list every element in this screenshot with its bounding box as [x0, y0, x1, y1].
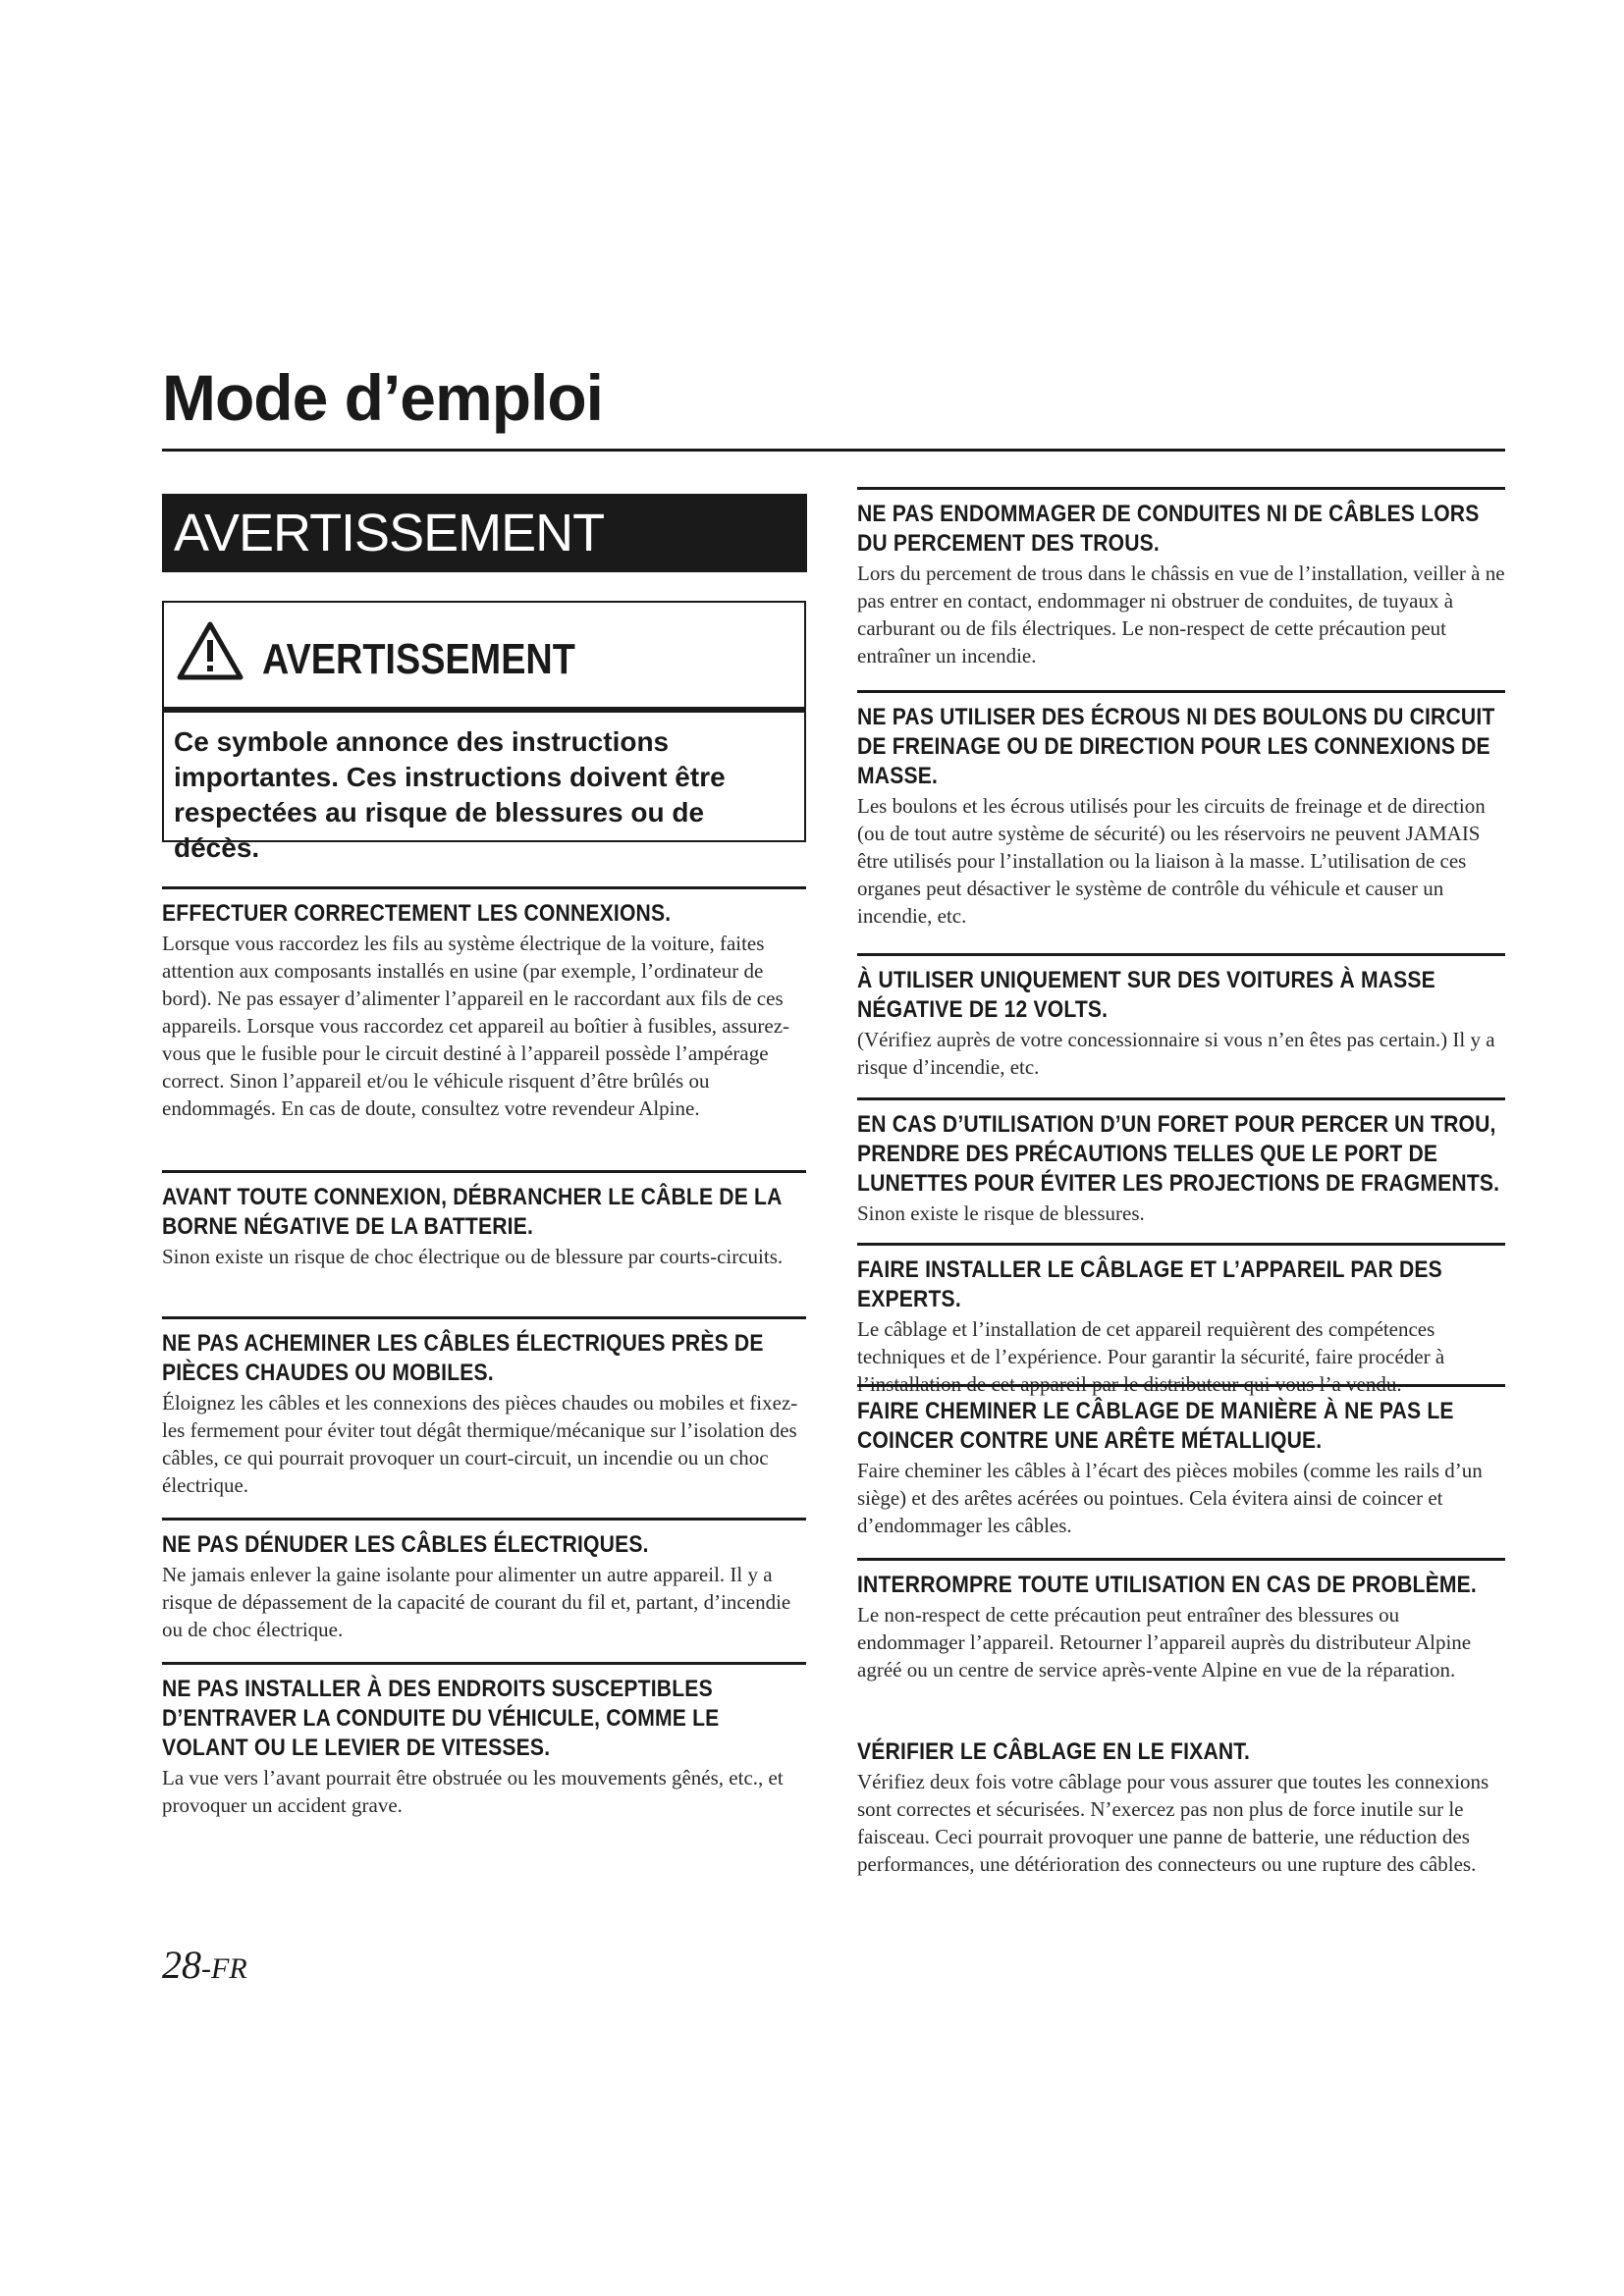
- warning-box-title: AVERTISSEMENT: [262, 635, 575, 683]
- page-title: Mode d’emploi: [162, 361, 603, 434]
- section-body: Éloignez les câbles et les connexions des pièces chaudes ou mobiles et fixez-les fermement pour éviter tout dégât thermique/mécanique sur l’isolation des câbles, ce qui pourrait provoquer un court-circuit, un incendie ou un choc électrique.: [162, 1391, 798, 1497]
- section-body: Lors du percement de trous dans le châssis en vue de l’installation, veiller à ne pas entrer en contact, endommager ni obstruer de conduites, de tuyaux à carburant ou de fils électriques. Le non-respect de cette précaution peut entraîner un incendie.: [857, 561, 1505, 667]
- section-heading: FAIRE INSTALLER LE CÂBLAGE ET L’APPAREIL PAR DES EXPERTS.: [857, 1256, 1442, 1312]
- page-number: [162, 1942, 247, 1988]
- section-heading: NE PAS INSTALLER À DES ENDROITS SUSCEPTIBLES D’ENTRAVER LA CONDUITE DU VÉHICULE, COMME LE VOLANT OU LE LEVIER DE VITESSES.: [162, 1676, 720, 1761]
- section-heading: NE PAS ACHEMINER LES CÂBLES ÉLECTRIQUES PRÈS DE PIÈCES CHAUDES OU MOBILES.: [162, 1330, 764, 1386]
- section-heading: EFFECTUER CORRECTEMENT LES CONNEXIONS.: [162, 900, 672, 927]
- section-heading: EN CAS D’UTILISATION D’UN FORET POUR PERCER UN TROU, PRENDRE DES PRÉCAUTIONS TELLES QUE LE PORT DE LUNETTES POUR ÉVITER LES PROJECTIONS DE FRAGMENTS.: [857, 1111, 1500, 1197]
- warning-box-header: [164, 603, 804, 713]
- section-body: Le non-respect de cette précaution peut entraîner des blessures ou endommager l’appareil. Retourner l’appareil auprès du distributeur Alpine agréé ou un centre de service après-vente Alpine en vue de la réparation.: [857, 1603, 1472, 1682]
- section: [857, 953, 1505, 1081]
- page-number-value: 28: [162, 1943, 201, 1987]
- section: [162, 1662, 806, 1819]
- section: [857, 487, 1505, 669]
- section-body: Le câblage et l’installation de cet appareil requièrent des compétences techniques et de l’expérience. Pour garantir la sécurité, faire procéder à l’installation de cet appareil par le distributeur qui vous l’a vendu.: [857, 1317, 1445, 1396]
- section-heading: AVANT TOUTE CONNEXION, DÉBRANCHER LE CÂBLE DE LA BORNE NÉGATIVE DE LA BATTERIE.: [162, 1184, 782, 1240]
- section-heading: NE PAS DÉNUDER LES CÂBLES ÉLECTRIQUES.: [162, 1531, 649, 1558]
- section-heading: À UTILISER UNIQUEMENT SUR DES VOITURES À MASSE NÉGATIVE DE 12 VOLTS.: [857, 967, 1435, 1023]
- section: [857, 690, 1505, 930]
- section-heading: VÉRIFIER LE CÂBLAGE EN LE FIXANT.: [857, 1738, 1251, 1765]
- warning-box: [162, 601, 806, 863]
- section: [162, 1518, 806, 1643]
- warning-box-text: Ce symbole annonce des instructions importantes. Ces instructions doivent être respectées au risque de blessures ou de décès.: [174, 726, 726, 863]
- section: [857, 1728, 1505, 1878]
- section-body: (Vérifiez auprès de votre concessionnaire si vous n’en êtes pas certain.) Il y a risque d’incendie, etc.: [857, 1028, 1495, 1079]
- section: [857, 1243, 1505, 1398]
- section-body: La vue vers l’avant pourrait être obstruée ou les mouvements gênés, etc., et provoquer un accident grave.: [162, 1766, 784, 1817]
- section-body: Vérifiez deux fois votre câblage pour vous assurer que toutes les connexions sont correctes et sécurisées. N’exercez pas non plus de force inutile sur le faisceau. Ceci pourrait provoquer une panne de batterie, une réduction des performances, une détérioration des connecteurs ou une rupture des câbles.: [857, 1770, 1489, 1876]
- section: [162, 886, 806, 1122]
- section: [857, 1384, 1505, 1539]
- section-heading: NE PAS ENDOMMAGER DE CONDUITES NI DE CÂBLES LORS DU PERCEMENT DES TROUS.: [857, 501, 1480, 557]
- warning-triangle-icon: [176, 620, 244, 681]
- section-body: Les boulons et les écrous utilisés pour les circuits de freinage et de direction (ou de tout autre système de sécurité) ou les réservoirs ne peuvent JAMAIS être utilisés pour l’installation ou la liaison à la masse. L’utilisation de ces organes peut désactiver le système de contrôle du véhicule et causer un incendie, etc.: [857, 794, 1486, 928]
- page-number-suffix: -FR: [201, 1952, 247, 1985]
- section-body: Lorsque vous raccordez les fils au système électrique de la voiture, faites attention aux composants installés en usine (par exemple, l’ordinateur de bord). Ne pas essayer d’alimenter l’appareil en le raccordant aux fils de ces appareils. Lorsque vous raccordez cet appareil au boîtier à fusibles, assurez-vous que le fusible pour le circuit destiné à l’appareil possède l’ampérage correct. Sinon l’appareil et/ou le véhicule risquent d’être brûlés ou endommagés. En cas de doute, consultez votre revendeur Alpine.: [162, 932, 790, 1120]
- warning-banner: AVERTISSEMENT: [162, 494, 807, 572]
- section-heading: INTERROMPRE TOUTE UTILISATION EN CAS DE PROBLÈME.: [857, 1572, 1477, 1598]
- section-body: Faire cheminer les câbles à l’écart des pièces mobiles (comme les rails d’un siège) et des arêtes acérées ou pointues. Cela évitera ainsi de coincer et d’endommager les câbles.: [857, 1459, 1483, 1537]
- section-body: Sinon existe un risque de choc électrique ou de blessure par courts-circuits.: [162, 1245, 784, 1268]
- section-heading: FAIRE CHEMINER LE CÂBLAGE DE MANIÈRE À NE PAS LE COINCER CONTRE UNE ARÊTE MÉTALLIQUE.: [857, 1398, 1454, 1454]
- section: [162, 1170, 806, 1270]
- section: [857, 1558, 1505, 1683]
- section-body: Sinon existe le risque de blessures.: [857, 1201, 1145, 1225]
- section-body: Ne jamais enlever la gaine isolante pour alimenter un autre appareil. Il y a risque de dépassement de la capacité de courant du fil et, partant, d’incendie ou de choc électrique.: [162, 1563, 791, 1641]
- section: [162, 1316, 806, 1499]
- section-heading: NE PAS UTILISER DES ÉCROUS NI DES BOULONS DU CIRCUIT DE FREINAGE OU DE DIRECTION POUR LES CONNEXIONS DE MASSE.: [857, 704, 1495, 789]
- section: [857, 1097, 1505, 1227]
- title-rule: [162, 449, 1505, 452]
